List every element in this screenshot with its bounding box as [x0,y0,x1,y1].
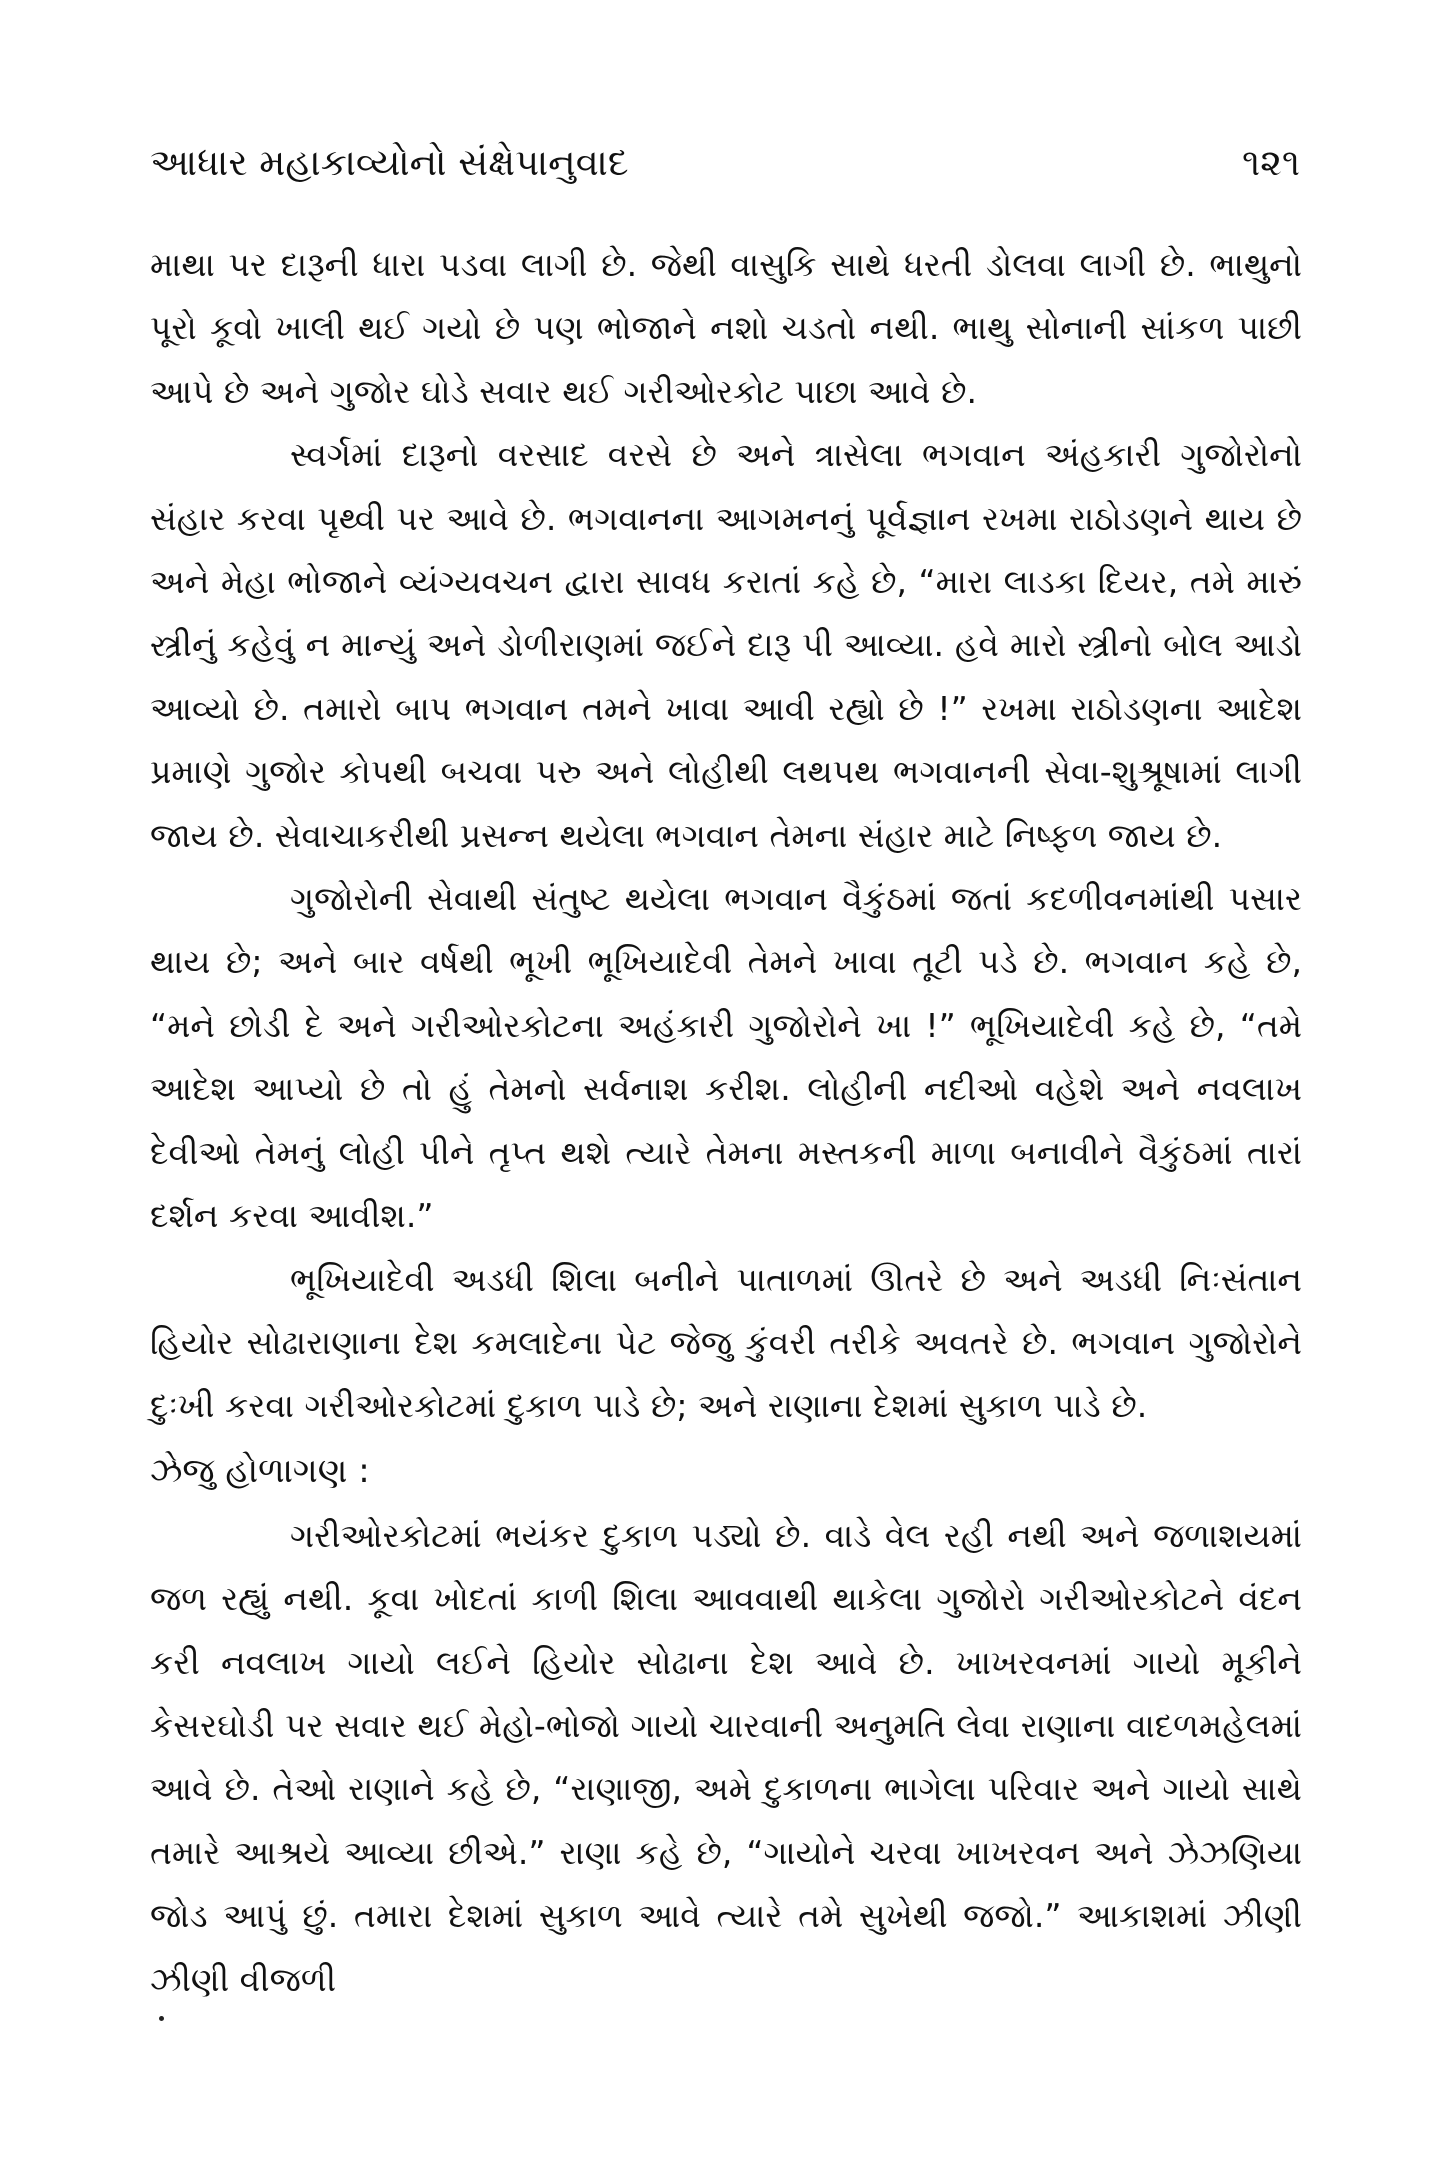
running-title: આધાર મહાકાવ્યોનો સંક્ષેપાનુવાદ [150,141,629,184]
section-heading: ઝેજુ હોળાગણ : [150,1450,370,1491]
paragraph-3: ગુજોરોની સેવાથી સંતુષ્ટ થયેલા ભગવાન વૈકુંઠમાં જતાં કદળીવનમાંથી પસાર થાય છે; અને બાર વર્ષથી ભૂખી ભૂખિયાદેવી તેમને ખાવા તૂટી પડે છે. ભગવાન કહે છે, “મને છોડી દે અને ગરીઓરકોટના અહંકારી ગુજોરોને ખા !” ભૂખિયાદેવી કહે છે, “તમે આદેશ આપ્યો છે તો હું તેમનો સર્વનાશ કરીશ. લોહીની નદીઓ વહેશે અને નવલાખ દેવીઓ તેમનું લોહી પીને તૃપ્ત થશે ત્યારે તેમના મસ્તકની માળા બનાવીને વૈકુંઠમાં તારાં દર્શન કરવા આવીશ.” [150,879,1302,1236]
body-text [150,233,1302,2011]
stray-ink-dot [159,2016,164,2021]
running-header [150,138,1300,188]
page-number: ૧૨૧ [1242,141,1300,184]
paragraph-4: ભૂખિયાદેવી અડધી શિલા બનીને પાતાળમાં ઊતરે છે અને અડધી નિઃસંતાન હિયોર સોઢારાણાના દેશ કમલાદેના પેટ જેજુ કુંવરી તરીકે અવતરે છે. ભગવાન ગુજોરોને દુઃખી કરવા ગરીઓરકોટમાં દુકાળ પાડે છે; અને રાણાના દેશમાં સુકાળ પાડે છે. [150,1259,1302,1426]
paragraph-1: માથા પર દારૂની ધારા પડવા લાગી છે. જેથી વાસુકિ સાથે ધરતી ડોલવા લાગી છે. ભાથુનો પૂરો કૂવો ખાલી થઈ ગયો છે પણ ભોજાને નશો ચડતો નથી. ભાથુ સોનાની સાંકળ પાછી આપે છે અને ગુજોર ઘોડે સવાર થઈ ગરીઓરકોટ પાછા આવે છે. [150,245,1302,411]
paragraph-2: સ્વર્ગમાં દારૂનો વરસાદ વરસે છે અને ત્રાસેલા ભગવાન અંહકારી ગુજોરોનો સંહાર કરવા પૃથ્વી પર આવે છે. ભગવાનના આગમનનું પૂર્વજ્ઞાન રખમા રાઠોડણને થાય છે અને મેહા ભોજાને વ્યંગ્યવચન દ્વારા સાવધ કરાતાં કહે છે, “મારા લાડકા દિયર, તમે મારું સ્ત્રીનું કહેવું ન માન્યું અને ડોળીરાણમાં જઈને દારૂ પી આવ્યા. હવે મારો સ્ત્રીનો બોલ આડો આવ્યો છે. તમારો બાપ ભગવાન તમને ખાવા આવી રહ્યો છે !” રખમા રાઠોડણના આદેશ પ્રમાણે ગુજોર કોપથી બચવા પરુ અને લોહીથી લથપથ ભગવાનની સેવા-શુશ્રૂષામાં લાગી જાય છે. સેવાચાકરીથી પ્રસન્ન થયેલા ભગવાન તેમના સંહાર માટે નિષ્ફળ જાય છે. [150,435,1302,855]
section-paragraph: ગરીઓરકોટમાં ભયંકર દુકાળ પડ્યો છે. વાડે વેલ રહી નથી અને જળાશયમાં જળ રહ્યું નથી. કૂવા ખોદતાં કાળી શિલા આવવાથી થાકેલા ગુજોરો ગરીઓરકોટને વંદન કરી નવલાખ ગાયો લઈને હિયોર સોઢાના દેશ આવે છે. ખાખરવનમાં ગાયો મૂકીને કેસરઘોડી પર સવાર થઈ મેહો-ભોજો ગાયો ચારવાની અનુમતિ લેવા રાણાના વાદળમહેલમાં આવે છે. તેઓ રાણાને કહે છે, “રાણાજી, અમે દુકાળના ભાગેલા પરિવાર અને ગાયો સાથે તમારે આશ્રયે આવ્યા છીએ.” રાણા કહે છે, “ગાયોને ચરવા ખાખરવન અને ઝેઝણિયા જોડ આપું છું. તમારા દેશમાં સુકાળ આવે ત્યારે તમે સુખેથી જજો.” આકાશમાં ઝીણી ઝીણી વીજળી [150,1515,1302,1999]
